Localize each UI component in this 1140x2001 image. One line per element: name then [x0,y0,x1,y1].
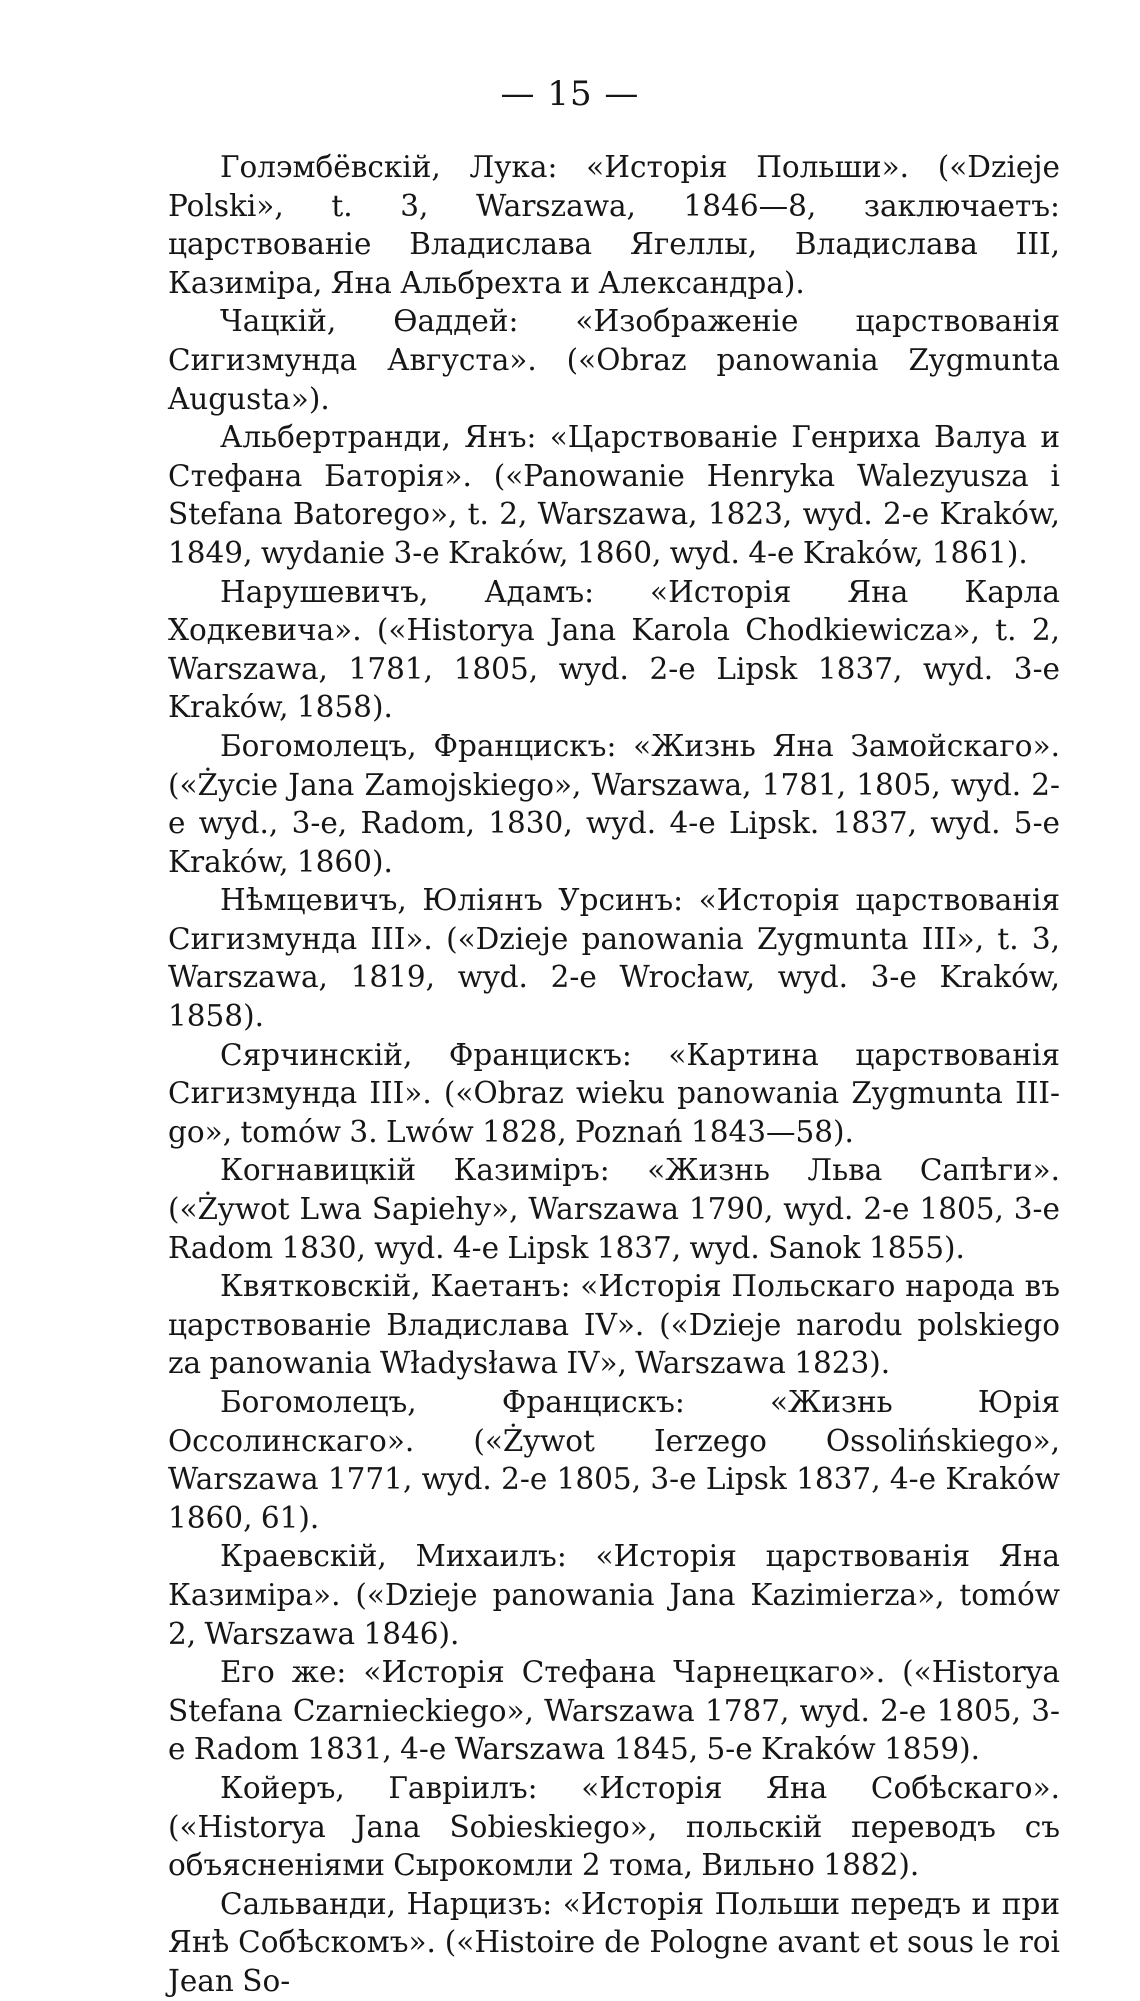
page-number: — 15 — [500,74,640,114]
bibliography-entry: Нѣмцевичъ, Юліянъ Урсинъ: «Исторія царствованія Сигизмунда III». («Dzieje panowania Zygmunta III», t. 3, Warszawa, 1819, wyd. 2-e Wrocław, wyd. 3-e Kraków, 1858). [168,883,1060,1034]
bibliography-entry: Койеръ, Гавріилъ: «Исторія Яна Собѣскаго». («Historya Jana Sobieskiego», польскій переводъ съ объясненіями Сырокомли 2 тома, Вильно 1882). [168,1770,1060,1883]
bibliography-entry: Богомолецъ, Францискъ: «Жизнь Яна Замойскаго». («Życie Jana Zamojskiego», Warszawa, 1781, 1805, wyd. 2-e wyd., 3-e, Radom, 1830, wyd. 4-e Lipsk. 1837, wyd. 5-e Kraków, 1860). [168,728,1060,879]
bibliography-entry: Богомолецъ, Францискъ: «Жизнь Юрія Оссолинскаго». («Żywot Ierzego Ossolińskiego», Warszawa 1771, wyd. 2-e 1805, 3-e Lipsk 1837, 4-e Kraków 1860, 61). [168,1385,1060,1535]
bibliography-entry: Квятковскій, Каетанъ: «Исторія Польскаго народа въ царствованіе Владислава IV». («Dzieje narodu polskiego za panowania Władysława IV», Warszawa 1823). [168,1269,1060,1381]
bibliography-entry: Краевскій, Михаилъ: «Исторія царствованія Яна Казиміра». («Dzieje panowania Jana Kazimierza», tomów 2, Warszawa 1846). [168,1539,1060,1651]
bibliography-entry: Голэмбёвскій, Лука: «Исторія Польши». («Dzieje Polski», t. 3, Warszawa, 1846—8, заключаетъ: царствованіе Владислава Ягеллы, Владислава III, Казиміра, Яна Альбрехта и Александра). [168,150,1060,300]
bibliography-entry: Когнавицкій Казиміръ: «Жизнь Льва Сапѣги». («Żywot Lwa Sapiehy», Warszawa 1790, wyd. 2-e 1805, 3-e Radom 1830, wyd. 4-e Lipsk 1837, wyd. Sanok 1855). [168,1153,1060,1265]
bibliography-entry: Альбертранди, Янъ: «Царствованіе Генриха Валуа и Стефана Баторія». («Panowanie Henryka Walezyusza i Stefana Batorego», t. 2, Warszawa, 1823, wyd. 2-e Kraków, 1849, wydanie 3-e Kraków, 1860, wyd. 4-e Kraków, 1861). [168,420,1060,570]
bibliography-list [168,148,1060,2001]
bibliography-entry: Его же: «Исторія Стефана Чарнецкаго». («Historya Stefana Czarnieckiego», Warszawa 1787, wyd. 2-e 1805, 3-e Radom 1831, 4-e Warszawa 1845, 5-e Kraków 1859). [168,1655,1060,1767]
bibliography-entry: Сярчинскій, Францискъ: «Картина царствованія Сигизмунда III». («Obraz wieku panowania Zygmunta III-go», tomów 3. Lwów 1828, Poznań 1843—58). [168,1037,1060,1149]
bibliography-entry: Чацкій, Ѳаддей: «Изображеніе царствованія Сигизмунда Августа». («Obraz panowania Zygmunta Augusta»). [168,304,1060,416]
bibliography-entry: Нарушевичъ, Адамъ: «Исторія Яна Карла Ходкевича». («Historya Jana Karola Chodkiewicza», t. 2, Warszawa, 1781, 1805, wyd. 2-e Lipsk 1837, wyd. 3-e Kraków, 1858). [168,574,1060,725]
bibliography-entry: Сальванди, Нарцизъ: «Исторія Польши передъ и при Янѣ Собѣскомъ». («Histoire de Pologne avant et sous le roi Jean So- [168,1886,1060,1998]
